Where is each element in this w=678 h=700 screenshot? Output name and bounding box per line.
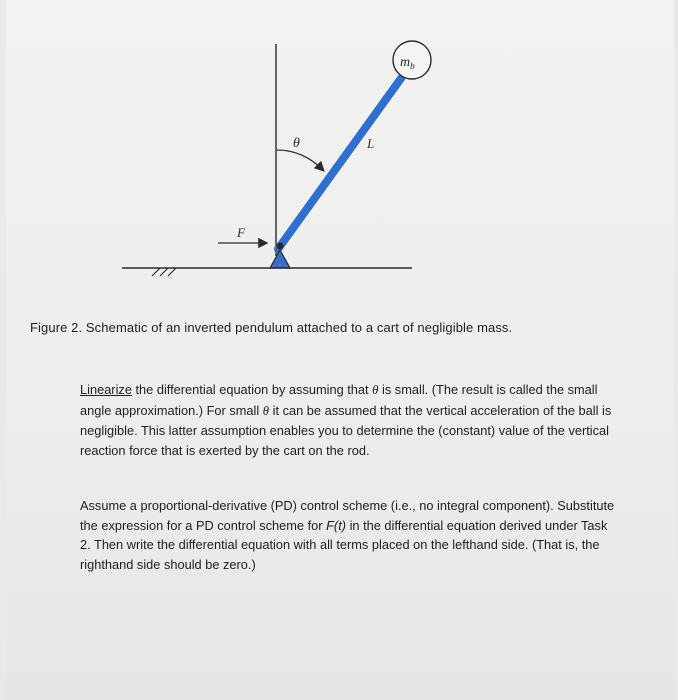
length-label: L (367, 136, 375, 151)
pendulum-figure (0, 0, 678, 310)
figure-caption: Figure 2. Schematic of an inverted pendulum attached to a cart of negligible mass. (30, 320, 513, 335)
theta-symbol: θ (262, 403, 270, 418)
force-label: F (237, 225, 245, 240)
mass-label: $m_b$ (400, 55, 415, 71)
mass-ball (393, 41, 431, 79)
linearize-paragraph: Linearize the differential equation by assuming that θ is small. (The result is called the small angle approximation.) For small θ it can be assumed that the vertical acceleration of the ball is negligible. This latter assumption enables you to determine the (constant) value of the vertical reaction force that is exerted by the cart on the rod. (80, 382, 612, 458)
theta-symbol: θ (372, 383, 379, 397)
linearize-word: Linearize (80, 382, 132, 397)
theta-label: θ (293, 136, 300, 151)
cart (270, 250, 290, 268)
pendulum-rod (278, 77, 402, 249)
theta-arc (277, 150, 323, 170)
force-function: F(t) (326, 517, 347, 533)
pivot-joint (277, 243, 284, 250)
ground-hatching (152, 268, 176, 276)
pd-control-paragraph: Assume a proportional-derivative (PD) control scheme (i.e., no integral component). Substitute the expression for a PD control scheme for F(t) in the differential equation derived under Task 2. Then write the differential equation with all terms placed on the lefthand side. (That is, the righthand side should be zero.) (80, 498, 615, 572)
